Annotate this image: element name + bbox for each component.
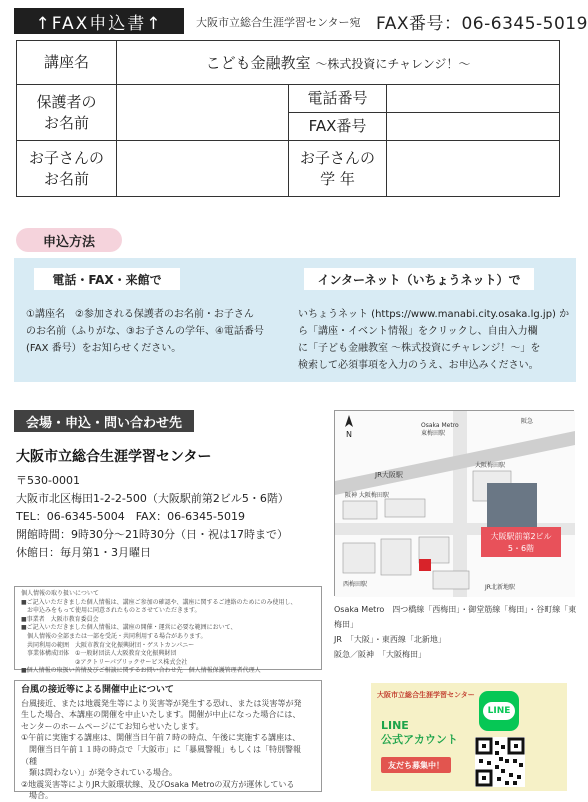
line-logo-icon: LINE [479, 691, 519, 731]
method-phone-title: 電話・FAX・来館で [34, 268, 180, 290]
child-name-label: お子さんの お名前 [17, 141, 117, 197]
line-account-title: LINE 公式アカウント [381, 719, 458, 746]
phone-label: 電話番号 [289, 85, 387, 113]
fax-number: FAX番号：06-6345-5019 [376, 14, 588, 34]
map-label-nishi-umeda: 西梅田駅 [343, 581, 368, 588]
course-subtitle: ～株式投資にチャレンジ！～ [315, 57, 471, 71]
venue-details [16, 472, 289, 562]
child-name-field[interactable] [117, 141, 289, 197]
map-road-vertical [453, 411, 467, 597]
guardian-name-label: 保護者の お名前 [17, 85, 117, 141]
venue-postal: 〒530-0001 [16, 474, 80, 487]
access-map [334, 410, 574, 596]
application-form [16, 40, 560, 197]
venue-tag: 会場・申込・問い合わせ先 [14, 410, 194, 432]
typhoon-notice: 台風の接近等による開催中止について 台風接近、または地震発生等により災害等が発生する恐れ、または災害等が発 生した場合、本講座の開催を中止いたします。開催が中止になった場合には、 センターのホームページにてお知らせいたします。 ①午前に実施する講座は、開催当日午前７時の時点、午後に実施する講座は、 開催当日午前１１時の時点で「大阪市」に「暴風警報」もしくは「特別警報（種 類は問わない）」が発令されている場合。 ②地震災害等によりJR大阪環状線、及びOsaka Metroの双方が運休している 場合。 [14, 680, 322, 792]
child-grade-field[interactable] [387, 141, 560, 197]
map-location-marker [419, 559, 431, 571]
privacy-notice: 個人情報の取り扱いについて ■ご記入いただきました個人情報は、講座ご参加の確認や、講座に関するご連絡のためにのみ使用し、 お申込みをもって使用に同意されたものとさせていただきます。 ■事業者 大阪市教育委員会 ■ご記入いただきました個人情報は、講座の開催・運営に必要な範囲において、 個人情報の全部または一部を受託・共同利用する場合があります。 共同利用の範囲 大阪市教育文化振興財団・ゲストカンパニー 事業体構成団体 ①一般財団法人大阪教育文化振興財団 ②アクトリーパブリックサービス株式会社 ■個人情報の取扱い苦情及びご相談に関するお問い合わせ先 個人情報保護管理者代理人 [14, 586, 322, 670]
phone-field[interactable] [387, 85, 560, 113]
venue-name: 大阪市立総合生涯学習センター [16, 449, 212, 465]
qr-code-icon [475, 737, 525, 787]
fax-field[interactable] [387, 113, 560, 141]
map-label-hanshin: 阪神 大阪梅田駅 [345, 492, 389, 499]
map-svg [335, 411, 575, 597]
target-building-label-1: 大阪駅前第2ビル [490, 532, 552, 541]
line-org-name: 大阪市立総合生涯学習センター [377, 691, 475, 699]
method-internet-text: いちょうネット (https://www.manabi.city.osaka.lg.jp) か ら「講座・イベント情報」をクリックし、自由入力欄 に「子ども金融教室 ～株式投資にチャレンジ！～」を 検索して必須事項を入力のうえ、お申込みください。 [298, 309, 570, 371]
line-account-box [371, 683, 567, 791]
venue-tel-fax: TEL：06-6345-5004 FAX：06-6345-5019 [16, 510, 246, 523]
map-label-osaka-metro: Osaka Metro [421, 422, 459, 429]
course-label: 講座名 [17, 41, 117, 85]
child-grade-label: お子さんの 学 年 [289, 141, 387, 197]
method-internet-title: インターネット（いちょうネット）で [304, 268, 534, 290]
map-caption: Osaka Metro 四つ橋線「西梅田」・御堂筋線「梅田」・谷町線「東梅田」 JR 「大阪」・東西線「北新地」 阪急／阪神 「大阪梅田」 [334, 605, 577, 659]
fax-destination: 大阪市立総合生涯学習センター宛 [196, 16, 361, 29]
guardian-name-field[interactable] [117, 85, 289, 141]
line-friend-button[interactable]: 友だち募集中！ [381, 757, 451, 773]
map-label-kitashinchi: JR北新地駅 [485, 584, 515, 591]
map-label-jr-osaka: JR大阪駅 [375, 471, 403, 479]
fax-title: ↑FAX申込書↑ [14, 8, 184, 34]
course-name-cell [117, 41, 560, 85]
map-label-higashi-umeda: 東梅田駅 [421, 430, 446, 437]
venue-closed: 休館日：毎月第1・3月曜日 [16, 546, 151, 559]
venue-address: 大阪市北区梅田1-2-2-500（大阪駅前第2ビル5・6階） [16, 492, 289, 505]
venue-hours: 開館時間：9時30分～21時30分（日・祝は17時まで） [16, 528, 288, 541]
qr-code[interactable] [475, 737, 525, 787]
map-label-umeda: 大阪梅田駅 [475, 462, 506, 469]
course-name: こども金融教室 [205, 54, 311, 72]
map-label-hankyu: 阪急 [521, 418, 534, 425]
typhoon-title: 台風の接近等による開催中止について [21, 685, 174, 695]
target-building-label-2: 5・6階 [507, 544, 535, 553]
method-box [14, 258, 576, 382]
method-tag: 申込方法 [16, 228, 122, 252]
fax-label: FAX番号 [289, 113, 387, 141]
method-phone-text: ①講座名 ②参加される保護者のお名前・お子さん のお名前（ふりがな、③お子さんの学年、④電話番号 (FAX 番号）をお知らせください。 [26, 309, 264, 354]
compass-north-label: N [346, 430, 352, 439]
